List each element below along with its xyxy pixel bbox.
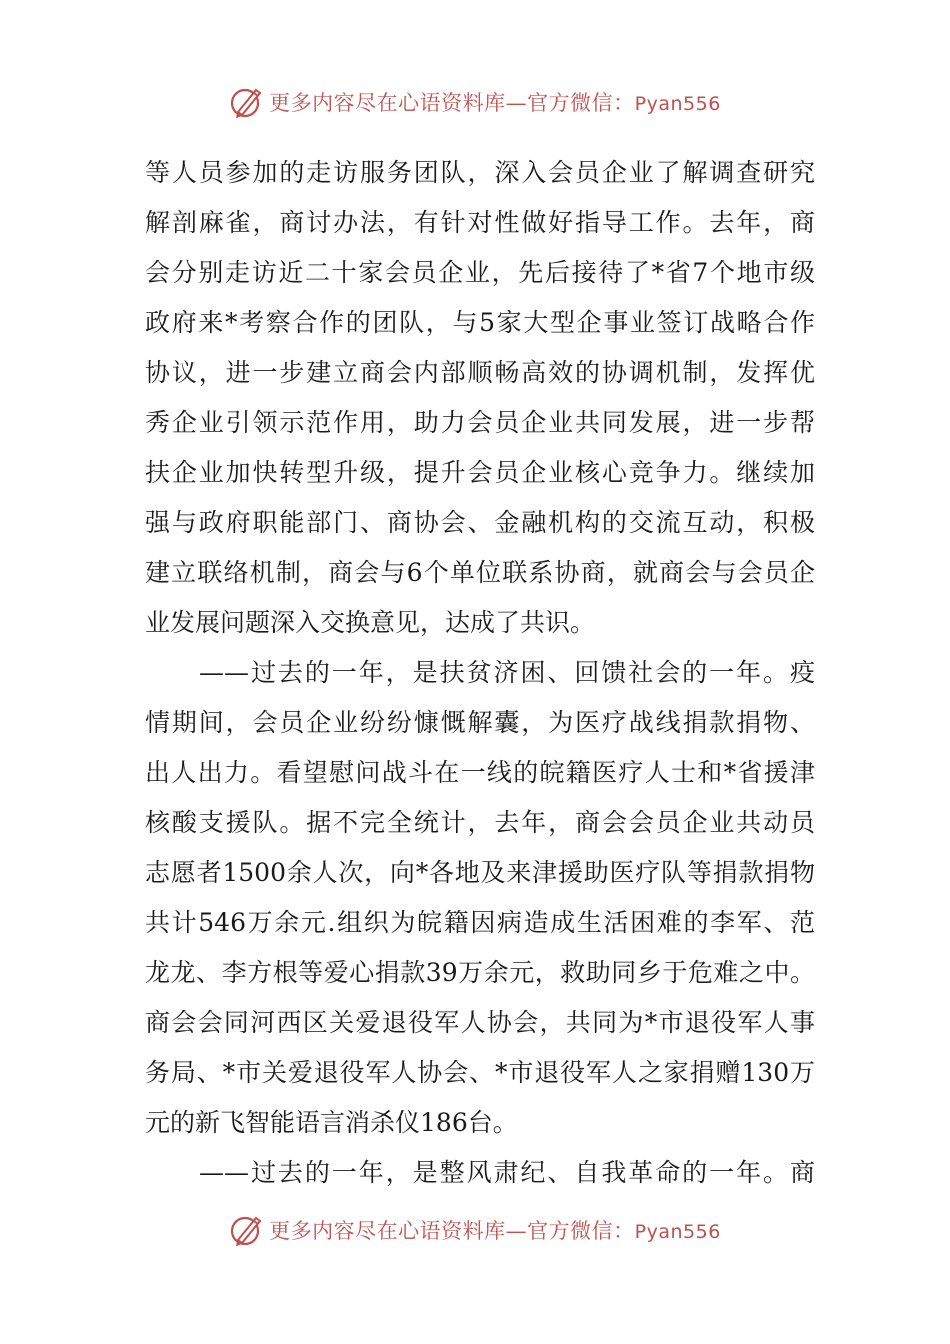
text-line: 扶企业加快转型升级，提升会员企业核心竞争力。继续加 xyxy=(145,458,815,487)
text-line: 情期间，会员企业纷纷慷慨解囊，为医疗战线捐款捐物、 xyxy=(145,708,815,737)
text-line: 建立联络机制，商会与6个单位联系协商，就商会与会员企 xyxy=(145,558,815,587)
text-line: 协议，进一步建立商会内部顺畅高效的协调机制，发挥优 xyxy=(145,358,815,387)
text-line: 等人员参加的走访服务团队，深入会员企业了解调查研究 xyxy=(145,158,815,187)
footer-banner xyxy=(0,1210,950,1250)
text-line: 核酸支援队。据不完全统计，去年，商会会员企业共动员 xyxy=(145,808,815,837)
text-line: 强与政府职能部门、商协会、金融机构的交流互动，积极 xyxy=(145,508,815,537)
text-line: 业发展问题深入交换意见，达成了共识。 xyxy=(145,608,596,637)
text-line: 秀企业引领示范作用，助力会员企业共同发展，进一步帮 xyxy=(145,408,815,437)
footer-banner-text: 更多内容尽在心语资料库—官方微信：Pyan556 xyxy=(269,1219,721,1243)
text-line: 解剖麻雀，商讨办法，有针对性做好指导工作。去年，商 xyxy=(145,208,815,237)
document-body xyxy=(145,148,815,1198)
text-line: 会分别走访近二十家会员企业，先后接待了*省7个地市级 xyxy=(145,258,815,287)
text-line: ——过去的一年，是整风肃纪、自我革命的一年。商 xyxy=(199,1158,815,1187)
text-line: 共计546万余元.组织为皖籍因病造成生活困难的李军、范 xyxy=(145,908,815,937)
text-line: 政府来*考察合作的团队，与5家大型企事业签订战略合作 xyxy=(145,308,815,337)
text-line: ——过去的一年，是扶贫济困、回馈社会的一年。疫 xyxy=(199,658,815,687)
text-line: 龙龙、李方根等爱心捐款39万余元，救助同乡于危难之中。 xyxy=(145,958,815,987)
text-line: 志愿者1500余人次，向*各地及来津援助医疗队等捐款捐物 xyxy=(145,858,815,887)
header-banner xyxy=(0,82,950,122)
text-line: 商会会同河西区关爱退役军人协会，共同为*市退役军人事 xyxy=(145,1008,815,1037)
text-line: 务局、*市关爱退役军人协会、*市退役军人之家捐赠130万 xyxy=(145,1058,815,1087)
pen-circle-icon xyxy=(229,1212,265,1248)
pen-circle-icon xyxy=(229,84,265,120)
text-line: 元的新飞智能语言消杀仪186台。 xyxy=(145,1108,518,1137)
text-line: 出人出力。看望慰问战斗在一线的皖籍医疗人士和*省援津 xyxy=(145,758,815,787)
header-banner-text: 更多内容尽在心语资料库—官方微信：Pyan556 xyxy=(269,91,721,115)
